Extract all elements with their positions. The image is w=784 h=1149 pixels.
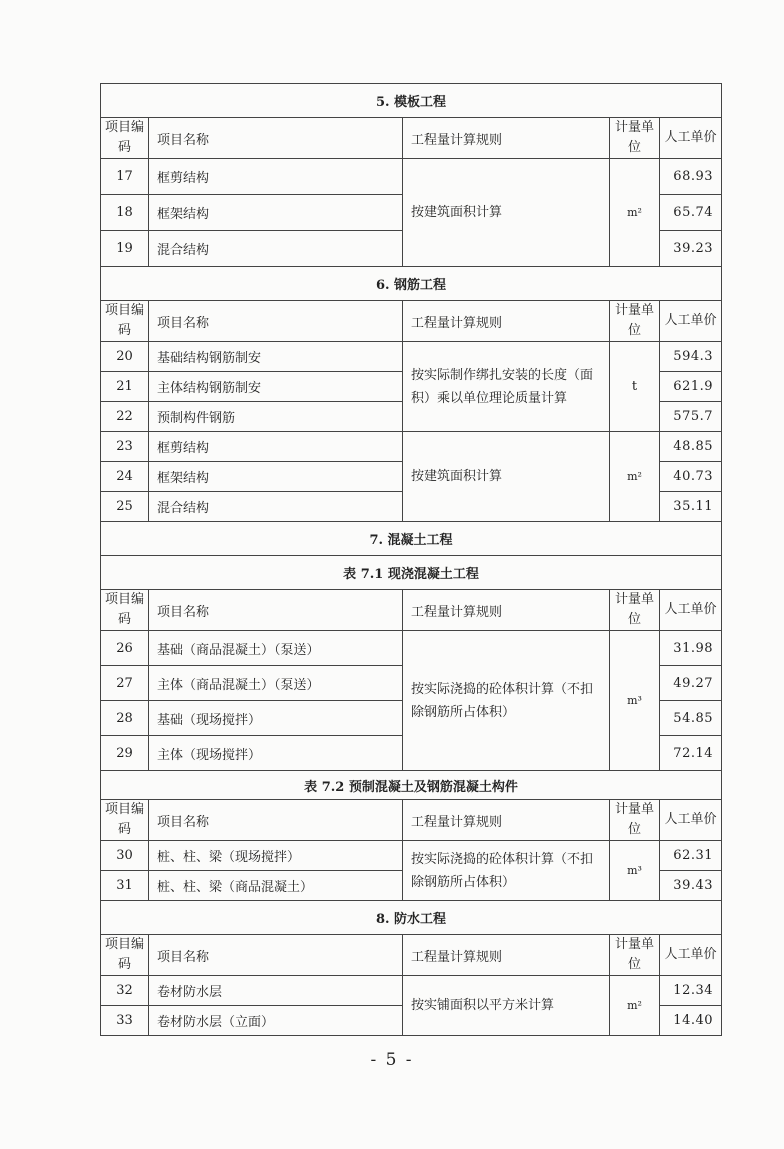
- header-unit: 计量单位: [610, 800, 660, 841]
- item-name: 混合结构: [149, 492, 403, 522]
- item-code: 25: [101, 492, 149, 522]
- item-name: 框剪结构: [149, 159, 403, 195]
- header-rule: 工程量计算规则: [403, 590, 610, 631]
- item-name: 基础（现场搅拌）: [149, 701, 403, 736]
- labor-price: 31.98: [660, 631, 722, 666]
- calc-rule: 按实际制作绑扎安装的长度（面积）乘以单位理论质量计算: [403, 342, 610, 432]
- page-number: - 5 -: [370, 1050, 414, 1070]
- section-title: 8. 防水工程: [101, 901, 722, 935]
- header-code: 项目编码: [101, 935, 149, 976]
- item-code: 33: [101, 1006, 149, 1036]
- header-code: 项目编码: [101, 800, 149, 841]
- table-row: [101, 631, 722, 666]
- labor-price: 65.74: [660, 195, 722, 231]
- labor-price: 54.85: [660, 701, 722, 736]
- header-row: [101, 935, 722, 976]
- document-page: [100, 83, 721, 1036]
- calc-rule: 按建筑面积计算: [403, 432, 610, 522]
- labor-price: 594.3: [660, 342, 722, 372]
- header-rule: 工程量计算规则: [403, 800, 610, 841]
- table-row: [101, 841, 722, 871]
- header-name: 项目名称: [149, 800, 403, 841]
- unit: t: [610, 342, 660, 432]
- calc-rule: 按建筑面积计算: [403, 159, 610, 267]
- table-row: [101, 342, 722, 372]
- header-row: [101, 118, 722, 159]
- item-name: 预制构件钢筋: [149, 402, 403, 432]
- header-unit: 计量单位: [610, 590, 660, 631]
- calc-rule: 按实铺面积以平方米计算: [403, 976, 610, 1036]
- unit: m²: [610, 976, 660, 1036]
- item-code: 23: [101, 432, 149, 462]
- item-name: 主体（商品混凝土）（泵送）: [149, 666, 403, 701]
- labor-price: 49.27: [660, 666, 722, 701]
- labor-price: 12.34: [660, 976, 722, 1006]
- item-code: 19: [101, 231, 149, 267]
- item-name: 框剪结构: [149, 432, 403, 462]
- item-code: 24: [101, 462, 149, 492]
- item-name: 主体（现场搅拌）: [149, 736, 403, 771]
- labor-price: 621.9: [660, 372, 722, 402]
- header-code: 项目编码: [101, 118, 149, 159]
- item-code: 28: [101, 701, 149, 736]
- header-row: [101, 301, 722, 342]
- subtable-title: 表 7.2 预制混凝土及钢筋混凝土构件: [101, 771, 722, 800]
- header-price: 人工单价: [660, 935, 722, 976]
- header-name: 项目名称: [149, 118, 403, 159]
- header-price: 人工单价: [660, 590, 722, 631]
- item-name: 基础（商品混凝土）（泵送）: [149, 631, 403, 666]
- header-price: 人工单价: [660, 118, 722, 159]
- labor-price: 40.73: [660, 462, 722, 492]
- header-rule: 工程量计算规则: [403, 935, 610, 976]
- section-title: 6. 钢筋工程: [101, 267, 722, 301]
- calc-rule: 按实际浇捣的砼体积计算（不扣除钢筋所占体积）: [403, 841, 610, 901]
- item-code: 31: [101, 871, 149, 901]
- header-row: [101, 800, 722, 841]
- header-rule: 工程量计算规则: [403, 118, 610, 159]
- labor-price-table: [100, 83, 722, 1036]
- item-name: 基础结构钢筋制安: [149, 342, 403, 372]
- item-name: 桩、柱、梁（现场搅拌）: [149, 841, 403, 871]
- header-price: 人工单价: [660, 800, 722, 841]
- item-code: 18: [101, 195, 149, 231]
- header-unit: 计量单位: [610, 935, 660, 976]
- item-name: 卷材防水层（立面）: [149, 1006, 403, 1036]
- item-code: 17: [101, 159, 149, 195]
- unit: m³: [610, 631, 660, 771]
- header-name: 项目名称: [149, 301, 403, 342]
- item-code: 22: [101, 402, 149, 432]
- labor-price: 48.85: [660, 432, 722, 462]
- unit: m²: [610, 432, 660, 522]
- labor-price: 62.31: [660, 841, 722, 871]
- item-code: 30: [101, 841, 149, 871]
- labor-price: 72.14: [660, 736, 722, 771]
- item-name: 主体结构钢筋制安: [149, 372, 403, 402]
- item-code: 27: [101, 666, 149, 701]
- labor-price: 39.23: [660, 231, 722, 267]
- item-name: 混合结构: [149, 231, 403, 267]
- header-code: 项目编码: [101, 301, 149, 342]
- header-price: 人工单价: [660, 301, 722, 342]
- header-row: [101, 590, 722, 631]
- item-code: 26: [101, 631, 149, 666]
- labor-price: 39.43: [660, 871, 722, 901]
- unit: m²: [610, 159, 660, 267]
- item-name: 桩、柱、梁（商品混凝土）: [149, 871, 403, 901]
- item-code: 29: [101, 736, 149, 771]
- header-unit: 计量单位: [610, 118, 660, 159]
- section-title: 5. 模板工程: [101, 84, 722, 118]
- table-row: [101, 976, 722, 1006]
- labor-price: 575.7: [660, 402, 722, 432]
- labor-price: 68.93: [660, 159, 722, 195]
- header-name: 项目名称: [149, 935, 403, 976]
- calc-rule: 按实际浇捣的砼体积计算（不扣除钢筋所占体积）: [403, 631, 610, 771]
- item-name: 框架结构: [149, 195, 403, 231]
- header-code: 项目编码: [101, 590, 149, 631]
- header-unit: 计量单位: [610, 301, 660, 342]
- section-title: 7. 混凝土工程: [101, 522, 722, 556]
- labor-price: 14.40: [660, 1006, 722, 1036]
- header-rule: 工程量计算规则: [403, 301, 610, 342]
- table-row: [101, 159, 722, 195]
- header-name: 项目名称: [149, 590, 403, 631]
- labor-price: 35.11: [660, 492, 722, 522]
- item-name: 框架结构: [149, 462, 403, 492]
- item-code: 32: [101, 976, 149, 1006]
- item-name: 卷材防水层: [149, 976, 403, 1006]
- item-code: 20: [101, 342, 149, 372]
- subtable-title: 表 7.1 现浇混凝土工程: [101, 556, 722, 590]
- item-code: 21: [101, 372, 149, 402]
- table-row: [101, 432, 722, 462]
- unit: m³: [610, 841, 660, 901]
